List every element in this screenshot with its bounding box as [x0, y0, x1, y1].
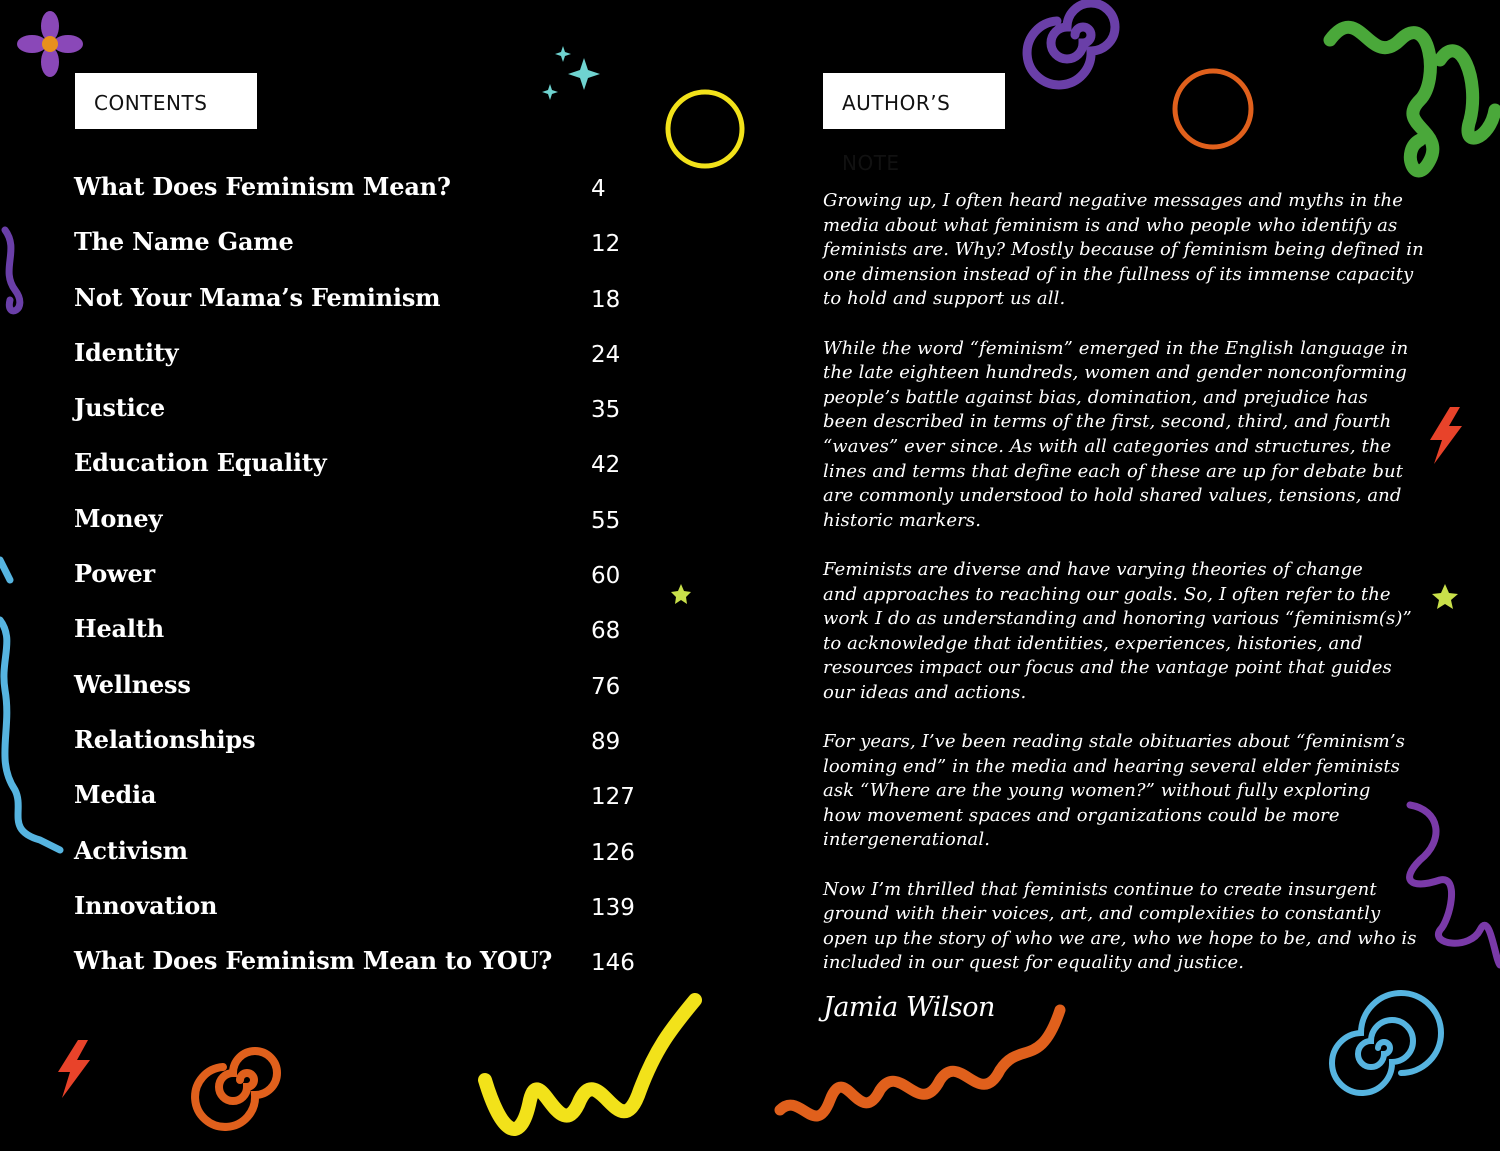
toc-page: 126 [591, 839, 635, 866]
toc-title: Media [74, 780, 157, 810]
spiral-icon [195, 1051, 277, 1127]
toc-page: 89 [591, 728, 621, 755]
toc-entry[interactable] [74, 164, 674, 219]
toc-entry[interactable] [74, 938, 674, 993]
green-squiggle-doodle [1330, 27, 1495, 171]
toc-entry[interactable] [74, 772, 674, 827]
toc-entry[interactable] [74, 385, 674, 440]
yellow-squiggle-doodle [485, 1000, 695, 1129]
toc-entry[interactable] [74, 496, 674, 551]
lightning-icon [58, 1040, 90, 1098]
toc-page: 35 [591, 397, 621, 424]
authors-note-label: AUTHOR’S NOTE [823, 73, 1005, 129]
toc-title: Health [74, 614, 164, 644]
contents-label: CONTENTS [75, 73, 257, 129]
toc-entry[interactable] [74, 275, 674, 330]
note-paragraph: For years, I’ve been reading stale obituaries about “feminism’s looming end” in the media and hearing several elder feminists ask “Where are the young women?” without fully exploring how movement spaces and organizations could be more intergenerational. [823, 731, 1406, 851]
toc-entry[interactable] [74, 828, 674, 883]
toc-title: What Does Feminism Mean? [74, 172, 451, 201]
toc-page: 24 [591, 341, 621, 368]
toc-title: Innovation [74, 890, 218, 920]
toc-title: What Does Feminism Mean to YOU? [74, 946, 553, 976]
toc-title: Identity [74, 337, 179, 367]
note-paragraph: While the word “feminism” emerged in the English language in the late eighteen hundreds, women and gender nonconforming people’s battle against bias, domination, and prejudice has been described in terms of the first, second, third, and fourth “waves” ever since. As with all categories and structures, the lines and terms that define each of these are up for debate but are commonly understood to hold shared values, tensions, and historic markers. [823, 337, 1409, 531]
toc-page: 60 [591, 563, 621, 590]
toc-title: Activism [74, 835, 188, 865]
orange-circle-doodle [1175, 71, 1251, 147]
toc-page: 76 [591, 673, 621, 700]
orange-squiggle-doodle [780, 1010, 1060, 1116]
toc-title: Relationships [74, 724, 256, 754]
toc-entry[interactable] [74, 883, 674, 938]
toc-entry[interactable] [74, 662, 674, 717]
yellow-circle-doodle [668, 92, 742, 166]
toc-page: 146 [591, 950, 635, 977]
toc-page: 18 [591, 286, 621, 313]
toc-page: 4 [591, 176, 606, 202]
spiral-icon [1332, 993, 1441, 1093]
toc-title: The Name Game [74, 227, 294, 257]
authors-note-body [823, 189, 1438, 1001]
spiral-icon [1027, 3, 1115, 85]
toc-page: 42 [591, 452, 621, 479]
toc-entry[interactable] [74, 219, 674, 274]
toc-title: Wellness [74, 669, 191, 699]
flower-icon [17, 11, 83, 77]
toc-title: Money [74, 503, 163, 533]
toc-page: 68 [591, 618, 621, 645]
toc-title: Power [74, 559, 155, 589]
toc-entry[interactable] [74, 717, 674, 772]
toc-title: Education Equality [74, 448, 327, 478]
toc-entry[interactable] [74, 551, 674, 606]
toc-entry[interactable] [74, 606, 674, 661]
note-paragraph: Now I’m thrilled that feminists continue to create insurgent ground with their voices, art, and complexities to constantly open up the story of who we are, who we hope to be, and who is included in our quest for equality and justice. [823, 878, 1417, 974]
table-of-contents [74, 164, 674, 993]
toc-page: 12 [591, 231, 621, 258]
toc-entry[interactable] [74, 440, 674, 495]
note-paragraph: Growing up, I often heard negative messages and myths in the media about what feminism is and who people who identify as feminists are. Why? Mostly because of feminism being defined in one dimension instead of in the fullness of its immense capacity to hold and support us all. [823, 190, 1424, 310]
toc-entry[interactable] [74, 330, 674, 385]
note-paragraph: Feminists are diverse and have varying theories of change and approaches to reaching our goals. So, I often refer to the work I do as understanding and honoring various “feminism(s)” to acknowledge that identities, experiences, histories, and resources impact our focus and the vantage point that guides our ideas and actions. [823, 558, 1412, 703]
toc-page: 55 [591, 507, 621, 534]
toc-page: 127 [591, 784, 635, 811]
blue-squiggle-doodle [0, 560, 60, 850]
toc-title: Not Your Mama’s Feminism [74, 282, 441, 312]
toc-page: 139 [591, 894, 635, 921]
purple-scribble-doodle [5, 230, 20, 311]
sparkle-icon [542, 46, 600, 100]
author-signature: Jamia Wilson [823, 992, 995, 1023]
toc-title: Justice [74, 393, 166, 423]
star-icon [671, 584, 691, 604]
